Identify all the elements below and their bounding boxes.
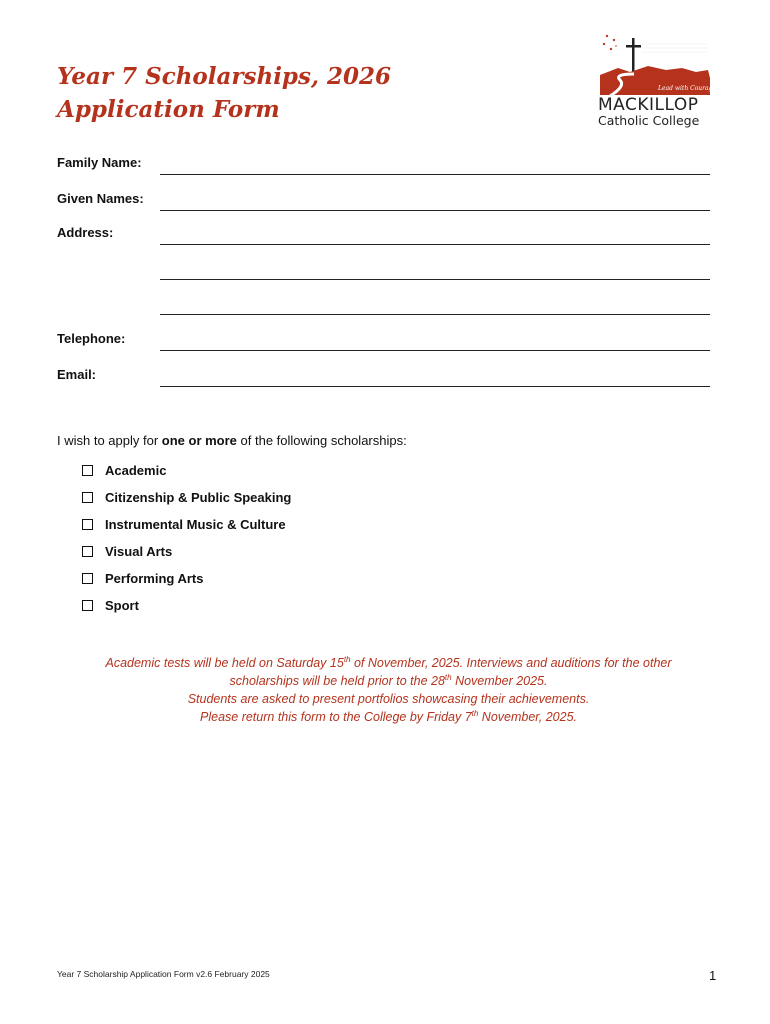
checkbox-academic[interactable]	[82, 465, 93, 476]
important-dates-notice	[57, 654, 720, 726]
checkbox-sport[interactable]	[82, 600, 93, 611]
given-names-line[interactable]	[160, 210, 710, 211]
family-name-field[interactable]	[57, 155, 710, 175]
intro-after: of the following scholarships:	[236, 433, 407, 448]
notice-line-3: Students are asked to present portfolios showcasing their achievements.	[187, 692, 590, 706]
notice-text: Please return this form to the College by Friday 7	[200, 710, 472, 724]
checkbox-citizenship[interactable]	[82, 492, 93, 503]
checkbox-instrumental-music[interactable]	[82, 519, 93, 530]
notice-line-1	[57, 654, 720, 672]
option-label: Instrumental Music & Culture	[105, 517, 286, 532]
address-field-3[interactable]	[57, 295, 710, 315]
notice-sup: th	[471, 708, 479, 718]
logo-college-name: MACKILLOP	[598, 95, 699, 115]
family-name-line[interactable]	[160, 174, 710, 175]
form-title	[57, 60, 391, 126]
address-line-2[interactable]	[160, 279, 710, 280]
option-label: Academic	[105, 463, 167, 478]
option-label: Visual Arts	[105, 544, 173, 559]
intro-before: I wish to apply for	[57, 433, 162, 448]
family-name-label: Family Name:	[57, 155, 142, 170]
title-line-2: Application Form	[57, 96, 280, 123]
title-line-1: Year 7 Scholarships, 2026	[57, 63, 391, 90]
intro-emphasis: one or more	[161, 433, 237, 448]
email-field[interactable]	[57, 367, 710, 387]
option-performing-arts[interactable]	[82, 565, 291, 592]
address-field-2[interactable]	[57, 260, 710, 280]
notice-sup: th	[343, 654, 351, 664]
notice-text: November 2025.	[451, 674, 548, 688]
option-citizenship[interactable]	[82, 484, 291, 511]
email-line[interactable]	[160, 386, 710, 387]
option-visual-arts[interactable]	[82, 538, 291, 565]
address-label: Address:	[57, 225, 114, 240]
scholarship-options	[82, 457, 291, 619]
notice-line-4	[57, 708, 720, 726]
southern-cross-stars	[603, 35, 617, 50]
given-names-field[interactable]	[57, 191, 710, 211]
notice-text: scholarships will be held prior to the 28	[229, 674, 445, 688]
notice-line-2	[57, 672, 720, 690]
address-field[interactable]	[57, 225, 710, 245]
option-academic[interactable]	[82, 457, 291, 484]
address-line-1[interactable]	[160, 244, 710, 245]
cross-icon	[626, 38, 641, 72]
address-line-3[interactable]	[160, 314, 710, 315]
logo-college-subtitle: Catholic College	[598, 113, 700, 128]
given-names-label: Given Names:	[57, 191, 144, 206]
notice-text: of November, 2025. Interviews and auditions for the other	[350, 656, 672, 670]
option-label: Sport	[105, 598, 139, 613]
notice-text: November, 2025.	[478, 710, 577, 724]
checkbox-performing-arts[interactable]	[82, 573, 93, 584]
checkbox-visual-arts[interactable]	[82, 546, 93, 557]
option-label: Performing Arts	[105, 571, 204, 586]
notice-text: Academic tests will be held on Saturday 15	[105, 656, 344, 670]
email-label: Email:	[57, 367, 97, 382]
page-number: 1	[709, 968, 717, 983]
logo-motto: Lead with Courage	[658, 85, 716, 92]
notice-sup: th	[444, 672, 452, 682]
telephone-field[interactable]	[57, 331, 710, 351]
telephone-label: Telephone:	[57, 331, 126, 346]
option-sport[interactable]	[82, 592, 291, 619]
document-footer: Year 7 Scholarship Application Form v2.6 February 2025	[57, 969, 270, 979]
option-instrumental-music[interactable]	[82, 511, 291, 538]
option-label: Citizenship & Public Speaking	[105, 490, 292, 505]
scholarship-intro	[57, 433, 407, 448]
telephone-line[interactable]	[160, 350, 710, 351]
